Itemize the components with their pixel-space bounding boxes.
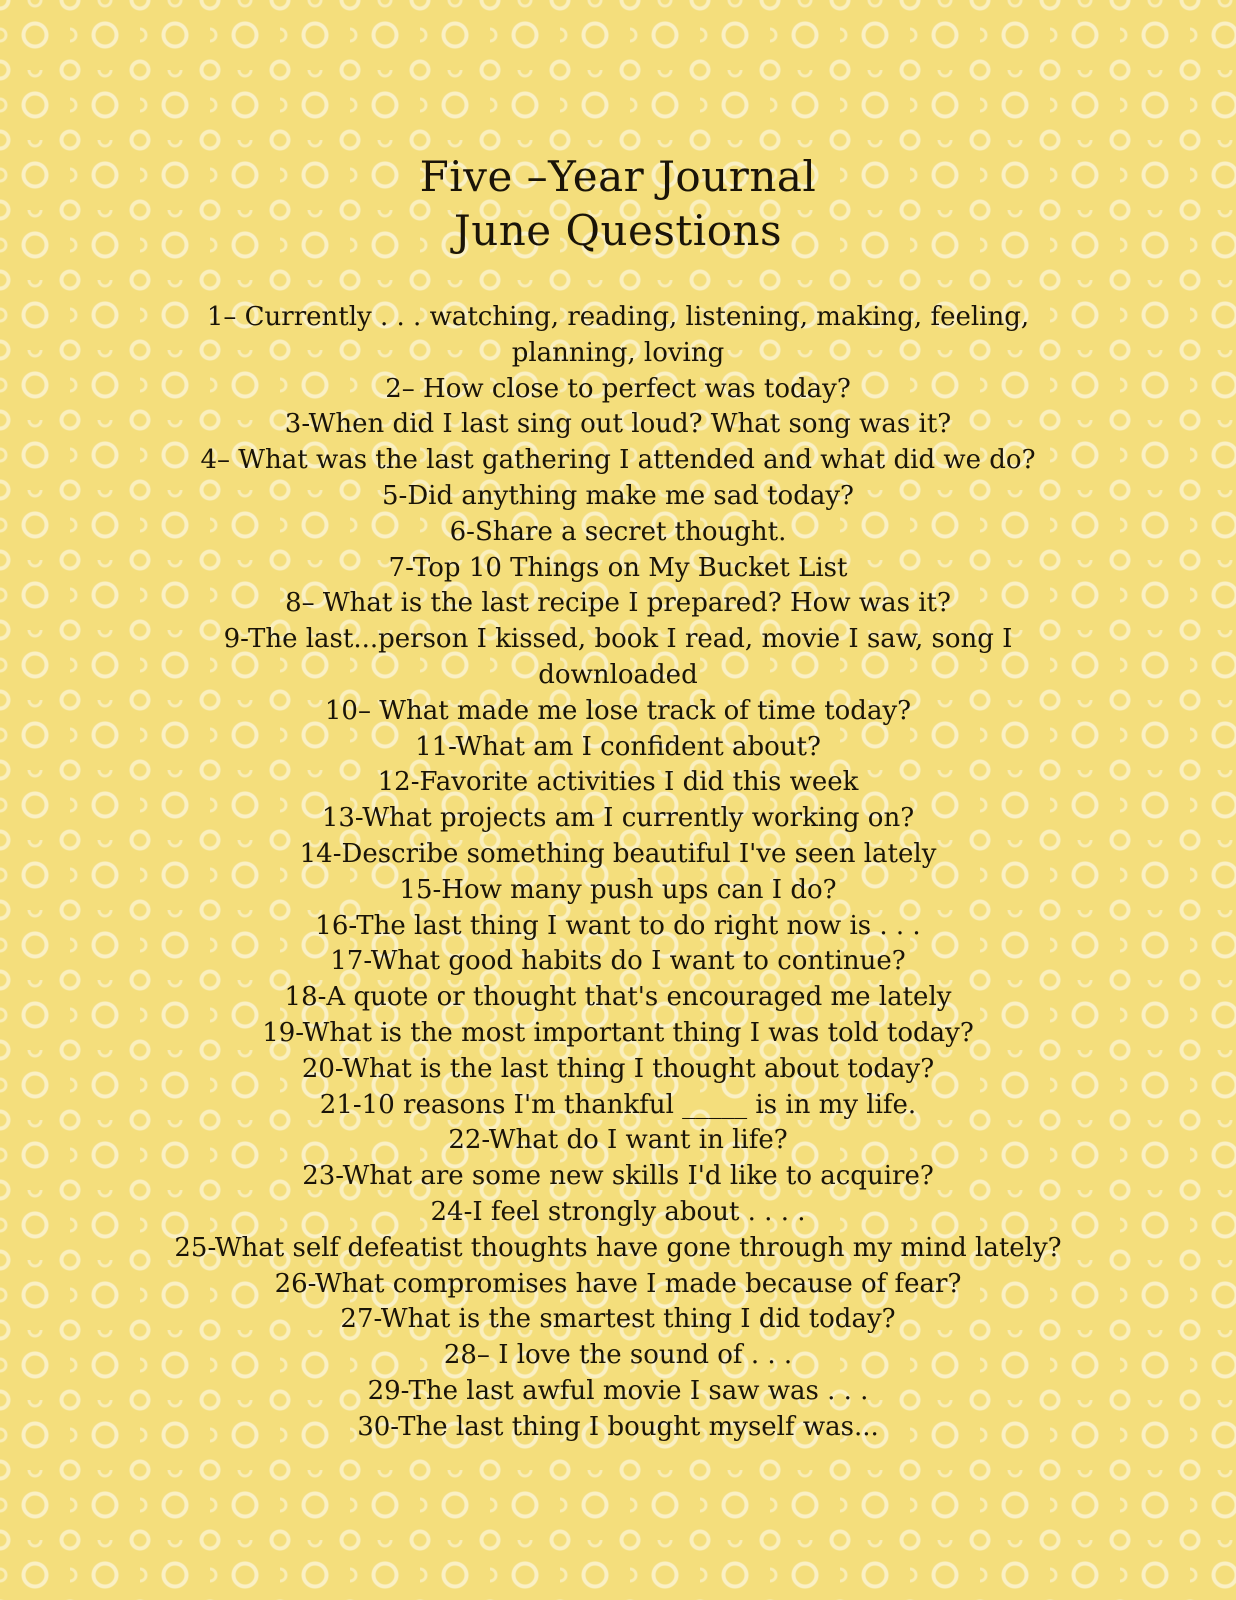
question-item: 16-The last thing I want to do right now is . . . (315, 910, 921, 941)
question-item: 23-What are some new skills I'd like to acquire? (302, 1161, 934, 1192)
question-item: 22-What do I want in life? (448, 1125, 788, 1156)
question-item: 18-A quote or thought that's encouraged me lately (284, 982, 952, 1013)
question-item: 27-What is the smartest thing I did today? (340, 1304, 896, 1335)
question-item: 28– I love the sound of . . . (443, 1340, 793, 1371)
question-item: 15-How many push ups can I do? (399, 874, 837, 905)
question-item: 24-I feel strongly about . . . . (430, 1196, 806, 1227)
question-item: 19-What is the most important thing I was told today? (262, 1017, 974, 1048)
question-item: 17-What good habits do I want to continue? (330, 946, 906, 977)
question-item: 29-The last awful movie I saw was . . . (367, 1375, 869, 1406)
question-item: 30-The last thing I bought myself was... (357, 1411, 879, 1442)
question-item: 21-10 reasons I'm thankful _____ is in my life. (319, 1089, 917, 1120)
question-item: 5-Did anything make me sad today? (382, 480, 854, 511)
question-item: 11-What am I confident about? (415, 731, 821, 762)
question-item: 4– What was the last gathering I attended and what did we do? (200, 445, 1036, 476)
question-item: 13-What projects am I currently working on? (321, 803, 915, 834)
question-item: 1– Currently . . . watching, reading, listening, making, feeling, planning, loving (206, 302, 1030, 368)
question-item: 7-Top 10 Things on My Bucket List (388, 552, 848, 583)
page-title: Five –Year Journal (419, 152, 817, 201)
question-item: 3-When did I last sing out loud? What song was it? (284, 409, 952, 440)
question-item: 12-Favorite activities I did this week (377, 767, 859, 798)
question-list (155, 300, 1081, 1446)
question-item: 10– What made me lose track of time today? (324, 695, 912, 726)
question-item: 6-Share a secret thought. (449, 516, 787, 547)
question-item: 14-Describe something beautiful I've seen lately (299, 838, 937, 869)
question-item: 26-What compromises have I made because of fear? (274, 1268, 962, 1299)
question-item: 2– How close to perfect was today? (385, 373, 851, 404)
question-item: 25-What self defeatist thoughts have gone through my mind lately? (174, 1232, 1062, 1263)
page-subtitle: June Questions (453, 206, 783, 255)
question-item: 8– What is the last recipe I prepared? How was it? (285, 588, 951, 619)
question-item: 20-What is the last thing I thought about today? (301, 1053, 935, 1084)
question-item: 9-The last...person I kissed, book I read, movie I saw, song I downloaded (223, 624, 1013, 690)
page-header (0, 150, 1236, 258)
